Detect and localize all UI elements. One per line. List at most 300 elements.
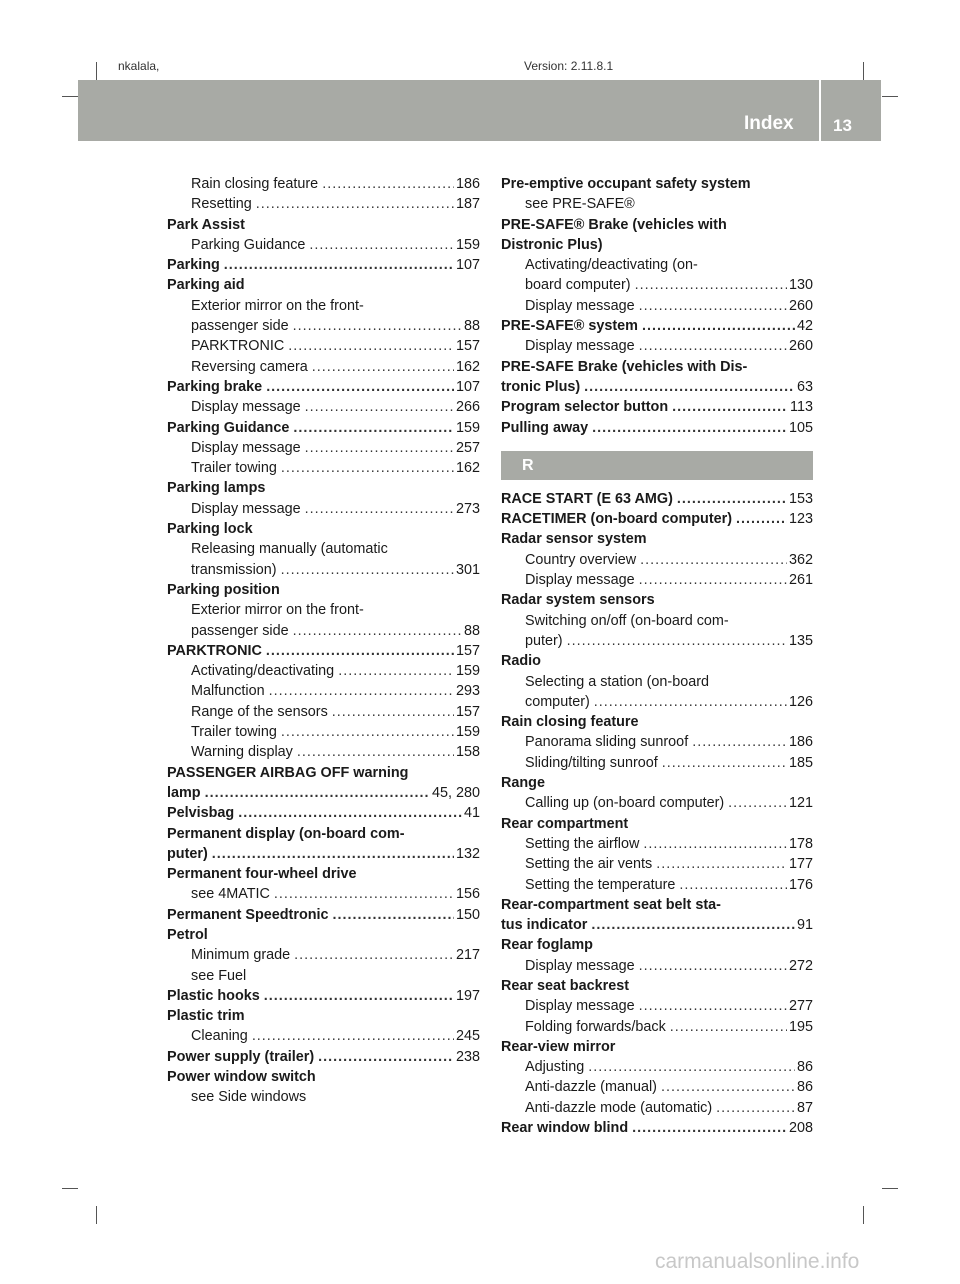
index-entry — [167, 478, 480, 498]
index-entry-text: PRE-SAFE Brake (vehicles with Dis- — [501, 358, 748, 375]
index-entry-text: Trailer towing — [191, 460, 277, 477]
index-entry-page: 159 — [455, 663, 480, 680]
index-entry-text: Display message — [525, 297, 635, 314]
dot-leader — [584, 377, 795, 397]
crop-mark — [62, 96, 78, 97]
dot-leader — [635, 275, 787, 295]
index-entry-text: RACETIMER (on-board computer) — [501, 511, 733, 528]
index-entry — [167, 336, 480, 356]
index-entry — [501, 1037, 813, 1057]
index-entry — [501, 357, 813, 377]
index-entry-text: Plastic trim — [167, 1008, 245, 1025]
index-entry-text: Rear window blind — [501, 1120, 629, 1137]
index-entry-text: PRE-SAFE® system — [501, 318, 638, 335]
index-entry-page: 159 — [455, 236, 480, 253]
crop-mark — [96, 62, 97, 80]
index-entry — [501, 529, 813, 549]
dot-leader — [293, 316, 462, 336]
dot-leader — [297, 742, 454, 762]
index-entry — [167, 174, 480, 194]
index-entry-text: Exterior mirror on the front- — [191, 602, 364, 619]
index-entry-page: 153 — [788, 490, 813, 507]
dot-leader — [288, 336, 454, 356]
index-entry-page: 197 — [455, 987, 480, 1004]
index-entry — [501, 611, 813, 631]
index-entry-text: Program selector button — [501, 399, 669, 416]
dot-leader — [269, 681, 454, 701]
index-entry-text: puter) — [167, 845, 208, 862]
index-entry — [167, 397, 480, 417]
index-entry-text: Switching on/off (on-board com- — [525, 612, 729, 629]
index-entry-text: Setting the airflow — [525, 835, 640, 852]
index-entry-text: Power window switch — [167, 1069, 316, 1086]
index-entry-page: 150 — [455, 906, 480, 923]
index-column-left — [167, 174, 480, 1108]
index-entry-text: Sliding/tilting sunroof — [525, 754, 658, 771]
dot-leader — [592, 418, 787, 438]
index-entry — [167, 377, 480, 397]
index-entry-page: 86 — [796, 1059, 813, 1076]
index-entry-text: Rear-view mirror — [501, 1038, 616, 1055]
dot-leader — [294, 945, 454, 965]
index-entry-text: Radar system sensors — [501, 592, 655, 609]
dot-leader — [238, 803, 462, 823]
dot-leader — [591, 915, 795, 935]
index-entry — [501, 773, 813, 793]
dot-leader — [281, 458, 454, 478]
index-entry-text: Range of the sensors — [191, 703, 328, 720]
index-entry-text: Display message — [191, 500, 301, 517]
index-entry-page: 260 — [788, 338, 813, 355]
dot-leader — [639, 956, 787, 976]
index-entry — [167, 418, 480, 438]
index-entry-text: Trailer towing — [191, 724, 277, 741]
index-entry-page: 177 — [788, 856, 813, 873]
index-entry-text: see Side windows — [191, 1089, 307, 1106]
index-entry — [501, 590, 813, 610]
index-entry — [501, 316, 813, 336]
index-entry-text: lamp — [167, 784, 201, 801]
index-entry — [501, 509, 813, 529]
index-entry — [167, 1026, 480, 1046]
dot-leader — [224, 255, 454, 275]
index-entry-text: see PRE-SAFE® — [525, 196, 635, 213]
dot-leader — [588, 1057, 795, 1077]
index-entry — [501, 834, 813, 854]
index-entry — [167, 275, 480, 295]
index-entry-page: 162 — [455, 358, 480, 375]
index-entry — [501, 895, 813, 915]
index-entry — [167, 1006, 480, 1026]
section-letter-bar: R — [501, 451, 813, 480]
dot-leader — [692, 732, 787, 752]
index-entry — [501, 875, 813, 895]
index-entry — [501, 194, 813, 214]
index-entry-page: 208 — [788, 1120, 813, 1137]
index-entry — [167, 194, 480, 214]
index-entry-text: Setting the air vents — [525, 856, 653, 873]
index-entry — [167, 1087, 480, 1107]
index-entry-text: Parking position — [167, 581, 280, 598]
index-entry-page: 273 — [455, 500, 480, 517]
dot-leader — [293, 418, 454, 438]
index-entry-text: Cleaning — [191, 1028, 248, 1045]
index-entry — [501, 336, 813, 356]
index-entry — [501, 1118, 813, 1138]
index-entry-text: Rain closing feature — [191, 176, 319, 192]
dot-leader — [318, 1047, 454, 1067]
index-entry-text: Pre-emptive occupant safety system — [501, 176, 751, 192]
dot-leader — [662, 753, 787, 773]
index-entry-text: PRE-SAFE® Brake (vehicles with — [501, 216, 727, 233]
index-entry — [167, 905, 480, 925]
dot-leader — [333, 905, 454, 925]
index-entry — [501, 275, 813, 295]
index-entry-text: transmission) — [191, 561, 277, 578]
index-entry-page: 157 — [455, 642, 480, 659]
index-entry-text: Pelvisbag — [167, 805, 235, 822]
index-entry-page: 86 — [796, 1079, 813, 1096]
crop-mark — [62, 1188, 78, 1189]
dot-leader — [293, 621, 462, 641]
dot-leader — [672, 397, 788, 417]
index-entry — [501, 235, 813, 255]
index-entry-page: 107 — [455, 378, 480, 395]
index-entry-text: Power supply (trailer) — [167, 1048, 315, 1065]
index-entry — [167, 803, 480, 823]
index-entry-text: Resetting — [191, 196, 252, 213]
index-entry-text: RACE START (E 63 AMG) — [501, 490, 673, 507]
index-entry-text: Rain closing feature — [501, 714, 639, 731]
index-entry-text: Display message — [191, 439, 301, 456]
index-entry-text: Setting the temperature — [525, 876, 676, 893]
index-entry — [167, 864, 480, 884]
index-entry-text: Malfunction — [191, 683, 265, 700]
index-entry-text: see 4MATIC — [191, 886, 270, 903]
index-entry — [167, 519, 480, 539]
index-column-right — [501, 174, 813, 1138]
index-entry-text: PASSENGER AIRBAG OFF warning — [167, 764, 409, 781]
index-entry-text: Permanent Speedtronic — [167, 906, 329, 923]
dot-leader — [305, 397, 454, 417]
index-entry-page: 113 — [790, 399, 813, 416]
index-entry — [167, 560, 480, 580]
section-gap — [501, 438, 813, 451]
index-entry-page: 187 — [455, 196, 480, 213]
index-entry-page: 159 — [455, 724, 480, 741]
index-entry — [501, 753, 813, 773]
index-entry-text: Reversing camera — [191, 358, 308, 375]
index-entry-text: Panorama sliding sunroof — [525, 734, 689, 751]
index-entry-text: Petrol — [167, 926, 208, 943]
index-entry-page: 293 — [455, 683, 480, 700]
index-entry-text: Distronic Plus) — [501, 236, 603, 253]
index-entry-text: Country overview — [525, 551, 637, 568]
index-entry-text: Parking — [167, 257, 220, 274]
header-divider — [819, 80, 821, 141]
index-entry-text: Anti-dazzle mode (automatic) — [525, 1099, 713, 1116]
index-entry — [501, 489, 813, 509]
index-entry-page: 41 — [463, 805, 480, 822]
index-entry — [501, 1077, 813, 1097]
index-entry-text: board computer) — [525, 277, 631, 294]
index-entry-text: Calling up (on-board computer) — [525, 795, 725, 812]
index-entry — [501, 651, 813, 671]
index-entry — [167, 783, 480, 803]
index-entry-text: Plastic hooks — [167, 987, 260, 1004]
index-entry-page: 132 — [455, 845, 480, 862]
index-entry-page: 159 — [455, 419, 480, 436]
index-entry-page: 266 — [455, 399, 480, 416]
dot-leader — [205, 783, 430, 803]
index-entry — [501, 1017, 813, 1037]
index-entry-text: puter) — [525, 632, 563, 649]
index-entry — [167, 722, 480, 742]
index-entry-text: Range — [501, 775, 545, 792]
index-entry — [167, 986, 480, 1006]
index-entry-page: 107 — [455, 257, 480, 274]
page-title: Index — [744, 113, 794, 134]
dot-leader — [643, 834, 787, 854]
dot-leader — [677, 489, 787, 509]
index-entry-page: 301 — [455, 561, 480, 578]
index-entry-text: Permanent display (on-board com- — [167, 825, 405, 842]
dot-leader — [632, 1118, 787, 1138]
index-entry — [167, 966, 480, 986]
index-entry — [501, 255, 813, 275]
dot-leader — [594, 692, 787, 712]
index-entry — [167, 945, 480, 965]
index-entry-page: 362 — [788, 551, 813, 568]
index-entry-text: Radar sensor system — [501, 531, 647, 548]
index-entry-page: 178 — [788, 835, 813, 852]
crop-mark — [882, 96, 898, 97]
index-entry-text: passenger side — [191, 622, 289, 639]
dot-leader — [670, 1017, 787, 1037]
index-entry — [167, 925, 480, 945]
index-entry-page: 277 — [788, 998, 813, 1015]
index-entry — [167, 499, 480, 519]
index-entry — [167, 580, 480, 600]
index-entry — [501, 631, 813, 651]
index-entry-page: 87 — [796, 1099, 813, 1116]
index-entry — [167, 438, 480, 458]
dot-leader — [281, 722, 454, 742]
dot-leader — [266, 641, 454, 661]
index-entry — [501, 732, 813, 752]
index-entry-page: 176 — [788, 876, 813, 893]
index-entry-text: Parking Guidance — [167, 419, 290, 436]
index-entry-text: Permanent four-wheel drive — [167, 866, 357, 883]
index-entry — [501, 215, 813, 235]
index-entry-page: 88 — [463, 622, 480, 639]
index-entry-text: Display message — [525, 572, 635, 589]
index-entry-text: Park Assist — [167, 216, 245, 233]
index-entry — [167, 621, 480, 641]
crop-mark — [863, 1206, 864, 1224]
index-entry-text: Display message — [525, 338, 635, 355]
index-entry — [501, 854, 813, 874]
index-entry — [167, 215, 480, 235]
index-entry-text: PARKTRONIC — [191, 338, 285, 355]
dot-leader — [312, 357, 454, 377]
index-entry-text: tronic Plus) — [501, 378, 581, 395]
index-entry — [501, 814, 813, 834]
dot-leader — [212, 844, 454, 864]
dot-leader — [256, 194, 454, 214]
index-entry — [167, 255, 480, 275]
index-entry-text: Anti-dazzle (manual) — [525, 1079, 657, 1096]
index-entry — [167, 884, 480, 904]
dot-leader — [661, 1077, 795, 1097]
index-entry-text: Rear foglamp — [501, 937, 593, 954]
dot-leader — [639, 296, 787, 316]
dot-leader — [281, 560, 454, 580]
index-entry-page: 158 — [455, 744, 480, 761]
index-entry-page: 245 — [455, 1028, 480, 1045]
index-entry-page: 91 — [796, 917, 813, 934]
index-entry-page: 135 — [788, 632, 813, 649]
index-entry — [167, 661, 480, 681]
index-entry-page: 126 — [788, 693, 813, 710]
dot-leader — [728, 793, 787, 813]
index-entry — [501, 793, 813, 813]
index-entry-page: 63 — [796, 378, 813, 395]
index-entry — [501, 712, 813, 732]
index-entry — [501, 672, 813, 692]
index-entry-page: 257 — [455, 439, 480, 456]
dot-leader — [322, 174, 454, 194]
index-entry-text: see Fuel — [191, 967, 247, 984]
index-entry — [501, 174, 813, 194]
index-entry — [167, 763, 480, 783]
index-entry — [501, 296, 813, 316]
dot-leader — [309, 235, 454, 255]
index-entry — [167, 681, 480, 701]
index-entry — [501, 550, 813, 570]
index-entry-text: Display message — [191, 399, 301, 416]
index-entry-page: 260 — [788, 297, 813, 314]
index-entry-page: 261 — [788, 572, 813, 589]
index-entry-text: Activating/deactivating — [191, 663, 335, 680]
crop-mark — [96, 1206, 97, 1224]
crop-mark — [863, 62, 864, 80]
index-entry-page: 130 — [788, 277, 813, 294]
dot-leader — [656, 854, 787, 874]
index-entry-text: Minimum grade — [191, 947, 291, 964]
index-entry-text: Rear-compartment seat belt sta- — [501, 896, 721, 913]
index-entry-text: Activating/deactivating (on- — [525, 257, 698, 274]
index-entry — [167, 539, 480, 559]
index-entry — [167, 316, 480, 336]
index-entry-text: PARKTRONIC — [167, 642, 262, 659]
page-number: 13 — [833, 116, 852, 135]
dot-leader — [338, 661, 454, 681]
index-entry-page: 185 — [788, 754, 813, 771]
index-entry-page: 272 — [788, 957, 813, 974]
index-entry-text: Rear compartment — [501, 815, 629, 832]
dot-leader — [266, 377, 454, 397]
index-entry — [167, 1067, 480, 1087]
dot-leader — [639, 570, 787, 590]
index-entry — [501, 692, 813, 712]
crop-mark — [882, 1188, 898, 1189]
index-entry — [501, 570, 813, 590]
dot-leader — [639, 336, 787, 356]
index-list-r — [501, 489, 813, 1139]
index-entry-page: 238 — [455, 1048, 480, 1065]
index-entry-text: Parking Guidance — [191, 236, 306, 253]
index-entry — [501, 1098, 813, 1118]
index-entry — [501, 418, 813, 438]
index-entry-text: Radio — [501, 653, 541, 670]
index-list-p-continued — [501, 174, 813, 438]
index-entry — [167, 458, 480, 478]
watermark: carmanualsonline.info — [655, 1250, 860, 1273]
index-entry — [167, 1047, 480, 1067]
dot-leader — [264, 986, 454, 1006]
index-entry-page: 157 — [455, 703, 480, 720]
index-entry-page: 186 — [455, 176, 480, 192]
index-entry-page: 162 — [455, 460, 480, 477]
dot-leader — [640, 550, 787, 570]
index-entry-text: Parking brake — [167, 378, 263, 395]
index-entry-page: 156 — [455, 886, 480, 903]
dot-leader — [639, 996, 787, 1016]
index-entry-page: 195 — [788, 1018, 813, 1035]
dot-leader — [679, 875, 787, 895]
dot-leader — [736, 509, 787, 529]
index-entry-page: 45, 280 — [431, 784, 480, 801]
index-entry-text: Adjusting — [525, 1059, 585, 1076]
dot-leader — [332, 702, 454, 722]
index-entry — [501, 935, 813, 955]
dot-leader — [567, 631, 787, 651]
index-entry-page: 105 — [788, 419, 813, 436]
index-entry-page: 88 — [463, 318, 480, 335]
index-entry-page: 157 — [455, 338, 480, 355]
index-entry-text: tus indicator — [501, 917, 588, 934]
index-entry-page: 42 — [796, 318, 813, 335]
index-entry — [167, 824, 480, 844]
index-entry-text: Parking lock — [167, 521, 253, 538]
index-entry-text: computer) — [525, 693, 590, 710]
index-entry-text: passenger side — [191, 318, 289, 335]
dot-leader — [252, 1026, 454, 1046]
index-entry-text: Parking aid — [167, 277, 245, 294]
index-entry-page: 121 — [788, 795, 813, 812]
index-entry-text: Rear seat backrest — [501, 977, 629, 994]
index-entry — [167, 296, 480, 316]
index-entry — [501, 377, 813, 397]
dot-leader — [716, 1098, 795, 1118]
index-entry-page: 186 — [788, 734, 813, 751]
index-entry — [167, 702, 480, 722]
index-entry — [501, 956, 813, 976]
header-left-text: nkalala, — [118, 59, 160, 73]
index-entry — [167, 844, 480, 864]
index-entry — [167, 357, 480, 377]
index-entry-text: Pulling away — [501, 419, 589, 436]
header-version-text: Version: 2.11.8.1 — [524, 59, 614, 73]
index-entry-text: Display message — [525, 998, 635, 1015]
index-entry — [167, 742, 480, 762]
dot-leader — [274, 884, 454, 904]
index-entry — [501, 915, 813, 935]
index-entry — [501, 1057, 813, 1077]
dot-leader — [642, 316, 795, 336]
index-entry-text: Exterior mirror on the front- — [191, 297, 364, 314]
